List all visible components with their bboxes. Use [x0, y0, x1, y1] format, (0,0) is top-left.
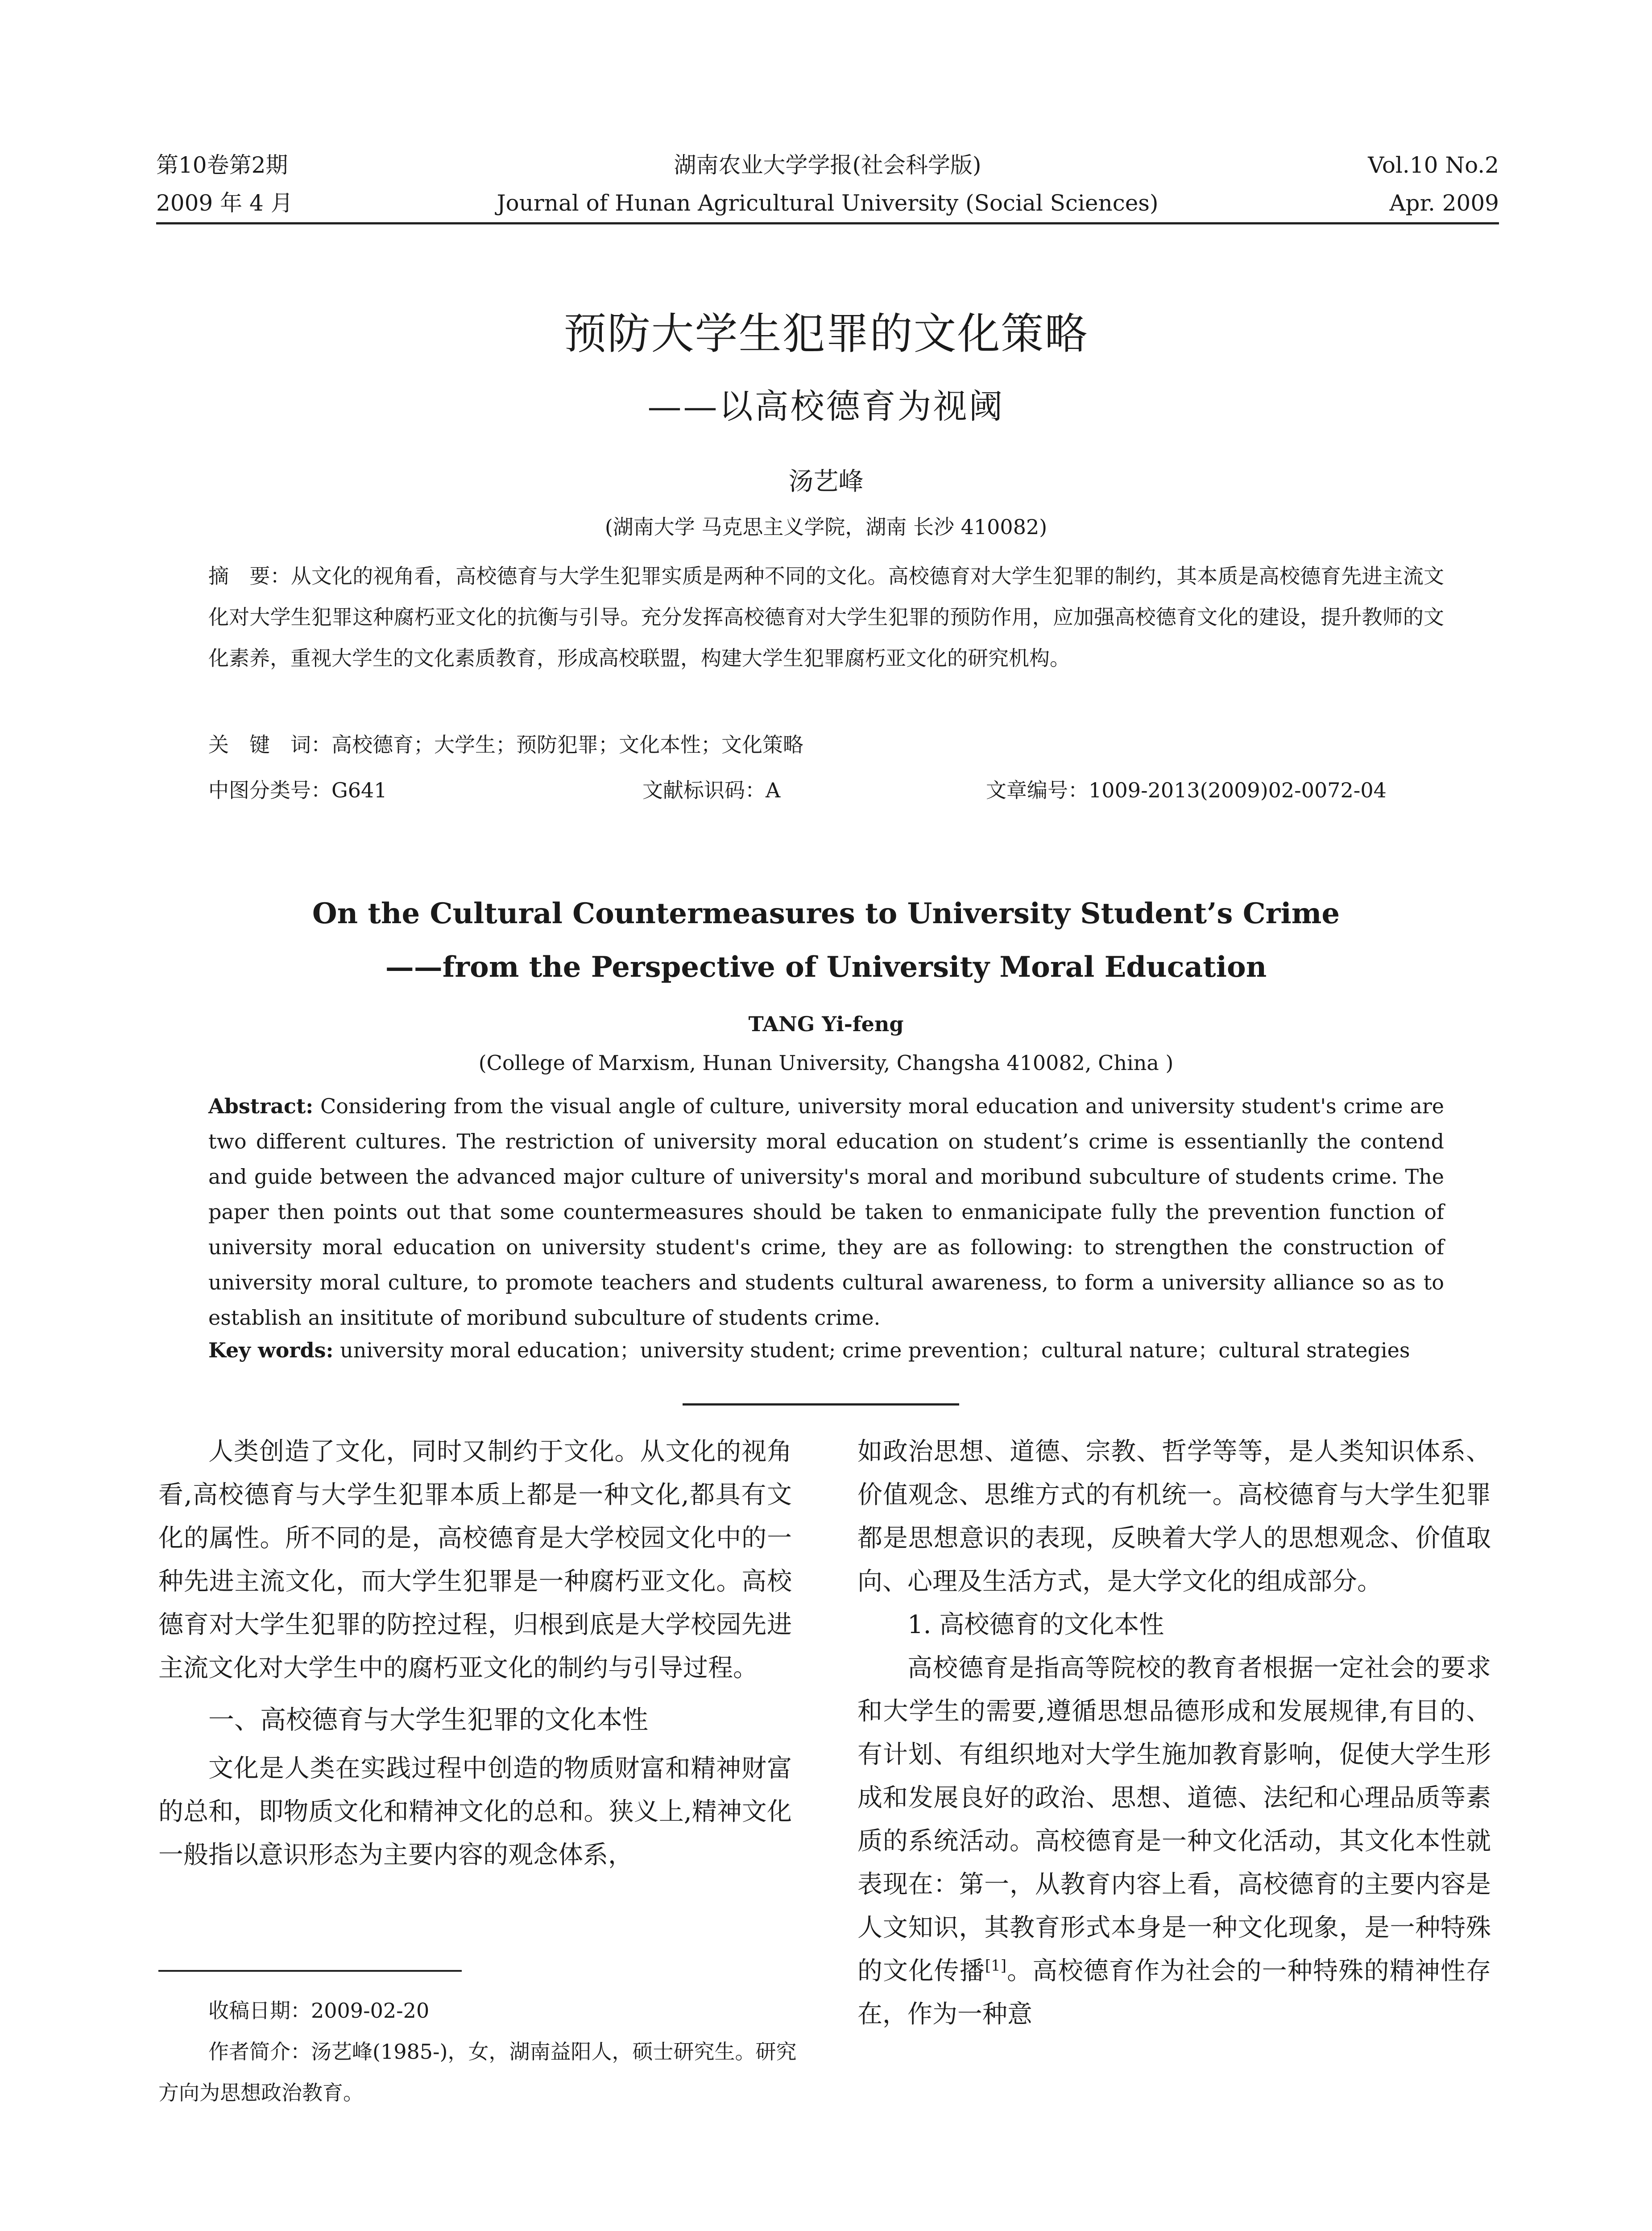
clc-number	[208, 774, 387, 804]
citation-ref[interactable]: [1]	[985, 1957, 1006, 1975]
keywords-en	[208, 1334, 1410, 1364]
abstract-cn	[208, 556, 1444, 679]
body-paragraph: 人类创造了文化，同时又制约于文化。从文化的视角看,高校德育与大学生犯罪本质上都是一种文化,都具有文化的属性。所不同的是，高校德育是大学校园文化中的一种先进主流文化，而大学生犯罪是一种腐朽亚文化。高校德育对大学生犯罪的防控过程，归根到底是大学校园先进主流文化对大学生中的腐朽亚文化的制约与引导过程。	[158, 1437, 792, 1683]
footnote-author-bio: 作者简介：汤艺峰(1985-)，女，湖南益阳人，硕士研究生。研究方向为思想政治教育。	[158, 2040, 797, 2105]
abstract-en	[208, 1089, 1444, 1335]
abstract-divider	[683, 1403, 959, 1406]
section-heading: 一、高校德育与大学生犯罪的文化本性	[208, 1704, 649, 1735]
date-cn: 2009 年 4 月	[156, 190, 293, 216]
affiliation-en: (College of Marxism, Hunan University, Changsha 410082, China )	[478, 1051, 1174, 1075]
affiliation-cn: (湖南大学 马克思主义学院，湖南 长沙 410082)	[604, 515, 1048, 539]
body-paragraph	[857, 1646, 1491, 2036]
volume-en: Vol.10 No.2	[1368, 152, 1499, 178]
title-cn: 预防大学生犯罪的文化策略	[563, 309, 1089, 359]
footnote	[158, 1990, 810, 2113]
body-left-column	[158, 1430, 792, 1877]
date-en: Apr. 2009	[1389, 190, 1499, 216]
header-row-2	[156, 185, 1499, 221]
journal-name-cn: 湖南农业大学学报(社会科学版)	[674, 152, 981, 178]
article-number-value: 1009-2013(2009)02-0072-04	[1089, 778, 1387, 802]
abstract-cn-text: 从文化的视角看，高校德育与大学生犯罪实质是两种不同的文化。高校德育对大学生犯罪的制约，其本质是高校德育先进主流文化对大学生犯罪这种腐朽亚文化的抗衡与引导。充分发挥高校德育对大学生犯罪的预防作用，应加强高校德育文化的建设，提升教师的文化素养，重视大学生的文化素质教育，形成高校联盟，构建大学生犯罪腐朽亚文化的研究机构。	[208, 564, 1445, 670]
keywords-en-label: Key words:	[208, 1338, 334, 1362]
keywords-en-text: university moral education；university student; crime prevention；cultural nature；cultural strategies	[340, 1338, 1410, 1362]
document-code-label: 文献标识码：	[642, 778, 766, 802]
subtitle-cn: ——以高校德育为视阈	[647, 386, 1005, 426]
abstract-cn-label: 摘 要：	[208, 564, 291, 588]
footnote-divider	[158, 1970, 462, 1972]
article-number-label: 文章编号：	[986, 778, 1089, 802]
keywords-cn-label: 关 键 词：	[208, 733, 331, 757]
body-paragraph: 如政治思想、道德、宗教、哲学等等，是人类知识体系、价值观念、思维方式的有机统一。高校德育与大学生犯罪都是思想意识的表现，反映着大学人的思想观念、价值取向、心理及生活方式，是大学文化的组成部分。	[857, 1437, 1491, 1596]
author-cn: 汤艺峰	[788, 467, 864, 496]
article-number	[986, 774, 1387, 804]
clc-label: 中图分类号：	[208, 778, 331, 802]
abstract-en-text: Considering from the visual angle of culture, university moral education and university student's crime are two different cultures. The restriction of university moral education on student’s crime is essentianlly the contend and guide between the advanced major culture of university's moral and moribund subculture of students crime. The paper then points out that some countermeasures should be taken to enmanicipate fully the prevention function of university moral education on university student's crime, they are as following: to strengthen the construction of university moral culture, to promote teachers and students cultural awareness, to form a university alliance so as to establish an insititute of moribund subculture of students crime.	[208, 1094, 1444, 1330]
body-right-column	[857, 1430, 1491, 2036]
document-code-value: A	[766, 778, 781, 802]
subsection-heading: 1. 高校德育的文化本性	[907, 1610, 1164, 1639]
header-divider	[156, 222, 1499, 224]
body-paragraph-tail: 。高校德育作为社会的一种特殊的精神性存在，作为一种意	[857, 1957, 1491, 2029]
header-row-1	[156, 147, 1499, 183]
footnote-received: 收稿日期：2009-02-20	[208, 1999, 430, 2023]
body-paragraph-text: 高校德育是指高等院校的教育者根据一定社会的要求和大学生的需要,遵循思想品德形成和发展规律,有目的、有计划、有组织地对大学生施加教育影响，促使大学生形成和发展良好的政治、思想、道德、法纪和心理品质等素质的系统活动。高校德育是一种文化活动，其文化本性就表现在：第一，从教育内容上看，高校德育的主要内容是人文知识，其教育形式本身是一种文化现象，是一种特殊的文化传播	[857, 1654, 1491, 1986]
subtitle-en: ——from the Perspective of University Moral Education	[385, 950, 1267, 984]
author-en: TANG Yi-feng	[748, 1012, 904, 1036]
title-en: On the Cultural Countermeasures to University Student’s Crime	[312, 897, 1340, 930]
keywords-cn	[208, 729, 803, 758]
clc-value: G641	[331, 778, 387, 802]
keywords-cn-text: 高校德育；大学生；预防犯罪；文化本性；文化策略	[331, 733, 803, 757]
abstract-en-label: Abstract:	[208, 1094, 314, 1118]
body-paragraph: 文化是人类在实践过程中创造的物质财富和精神财富的总和，即物质文化和精神文化的总和。狭义上,精神文化一般指以意识形态为主要内容的观念体系，	[158, 1754, 792, 1870]
journal-name-en: Journal of Hunan Agricultural University (Social Sciences)	[497, 190, 1159, 216]
volume-cn: 第10卷第2期	[156, 152, 288, 178]
document-code	[642, 774, 780, 804]
